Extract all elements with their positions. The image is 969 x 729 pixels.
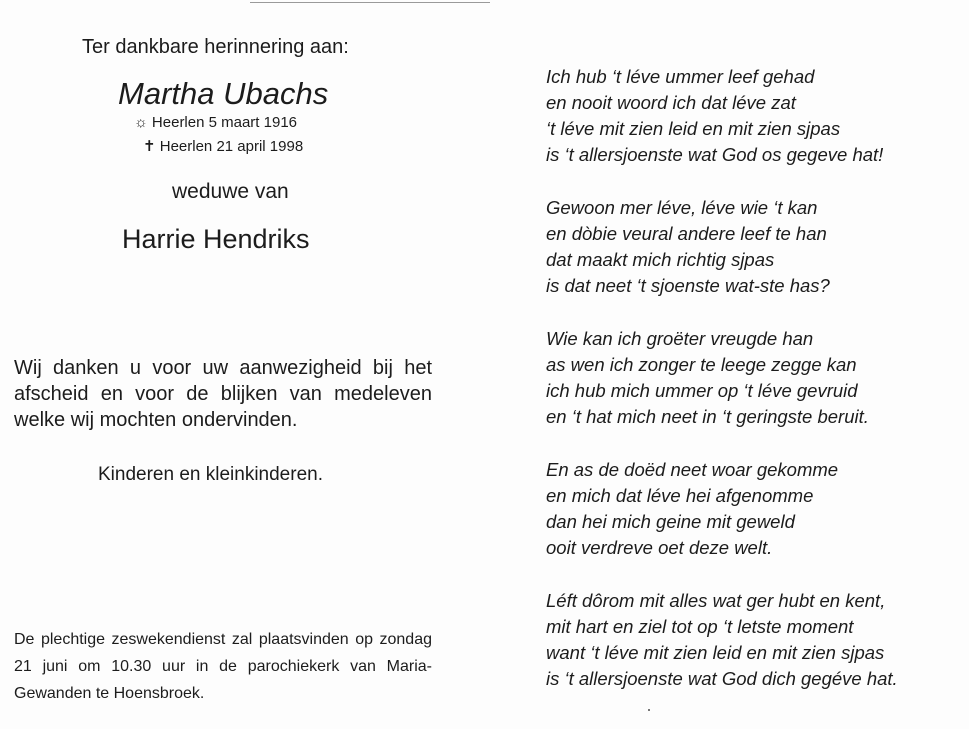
poem-stanza [546, 457, 956, 561]
poem-stanza [546, 195, 956, 299]
poem-line: as wen ich zonger te leege zegge kan [546, 354, 857, 375]
thanks-paragraph: Wij danken u voor uw aanwezigheid bij het afscheid en voor de blijken van medeleven welke wij mochten ondervinden. [14, 357, 432, 431]
poem-line: ooit verdreve oet deze welt. [546, 537, 773, 558]
poem-line: is ‘t allersjoenste wat God dich gegéve hat. [546, 668, 898, 689]
poem-line: en nooit woord ich dat léve zat [546, 92, 796, 113]
poem-line: ‘t léve mit zien leid en mit zien sjpas [546, 118, 841, 139]
poem-line: dat maakt mich richtig sjpas [546, 249, 775, 270]
poem-line: Wie kan ich groëter vreugde han [546, 328, 814, 349]
widow-label: weduwe van [172, 180, 289, 203]
poem-line: en mich dat léve hei afgenomme [546, 485, 814, 506]
husband-name: Harrie Hendriks [122, 224, 310, 254]
scan-speck [648, 709, 650, 711]
left-panel [0, 0, 460, 729]
poem-line: Léft dôrom mit alles wat ger hubt en kent, [546, 590, 886, 611]
poem-stanza [546, 64, 956, 168]
poem-line: Ich hub ‘t léve ummer leef gehad [546, 66, 815, 87]
poem-line: en ‘t hat mich neet in ‘t geringste beruit. [546, 406, 869, 427]
poem-line: mit hart en ziel tot op ‘t letste moment [546, 616, 854, 637]
service-announcement: De plechtige zeswekendienst zal plaatsvinden op zondag 21 juni om 10.30 uur in de parochiekerk van Maria-Gewanden te Hoensbroek. [14, 631, 432, 702]
deceased-name: Martha Ubachs [118, 76, 329, 111]
death-date: Heerlen 21 april 1998 [159, 138, 304, 155]
poem-line: En as de doëd neet woar gekomme [546, 459, 839, 480]
birth-star-icon: ☼ [134, 114, 148, 131]
family-signature: Kinderen en kleinkinderen. [98, 464, 323, 485]
poem-line: dan hei mich geine mit geweld [546, 511, 795, 532]
poem [546, 64, 956, 719]
death-line [143, 139, 303, 154]
poem-line: Gewoon mer léve, léve wie ‘t kan [546, 197, 818, 218]
poem-stanza [546, 326, 956, 430]
poem-line: want ‘t léve mit zien leid en mit zien sjpas [546, 642, 885, 663]
intro-heading: Ter dankbare herinnering aan: [82, 36, 349, 58]
poem-line: ich hub mich ummer op ‘t léve gevruid [546, 380, 858, 401]
poem-stanza [546, 588, 956, 692]
poem-line: is ‘t allersjoenste wat God os gegeve hat! [546, 144, 884, 165]
poem-line: is dat neet ‘t sjoenste wat-ste has? [546, 275, 830, 296]
birth-line [134, 115, 297, 130]
death-cross-icon: ✝ [143, 138, 156, 155]
birth-date: Heerlen 5 maart 1916 [151, 114, 298, 131]
poem-line: en dòbie veural andere leef te han [546, 223, 827, 244]
